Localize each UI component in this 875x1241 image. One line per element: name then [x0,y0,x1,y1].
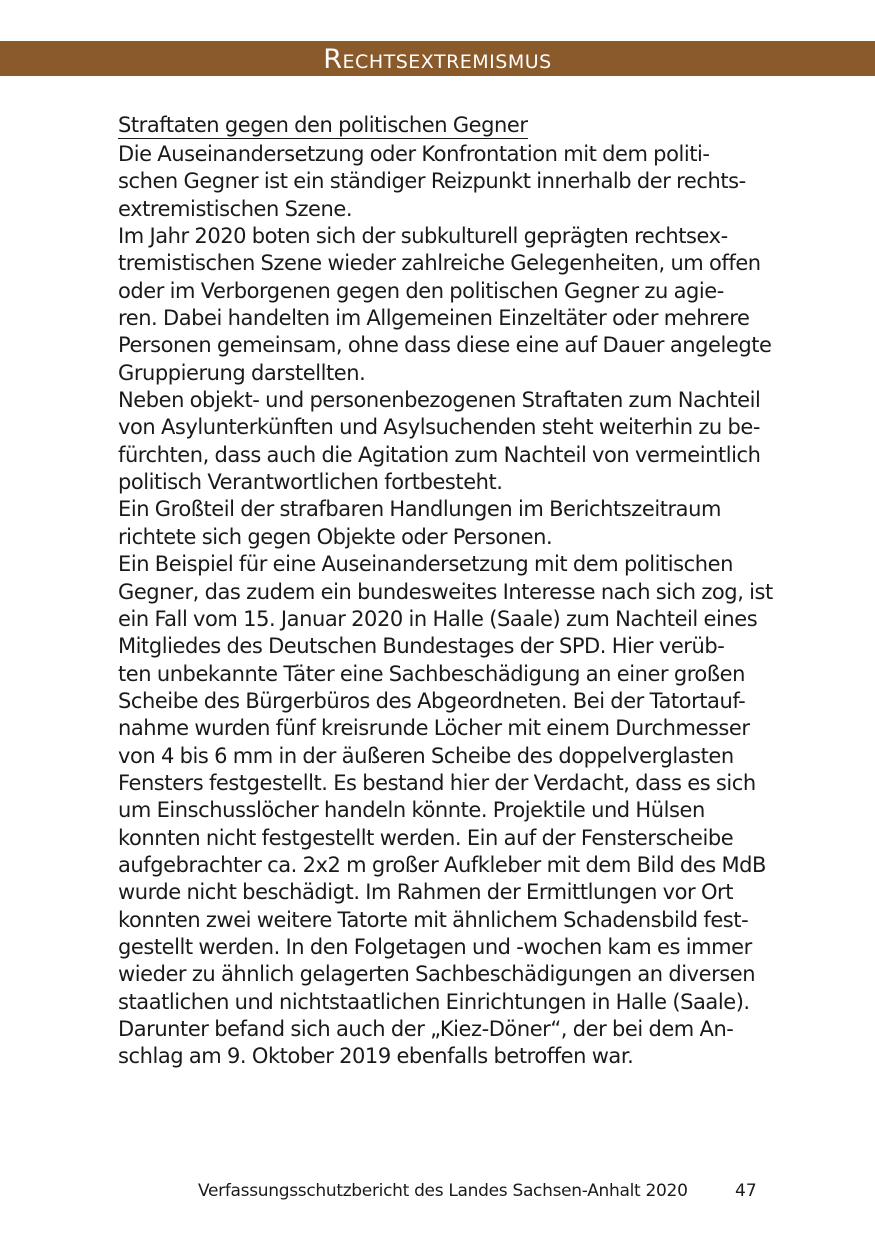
text-line: Scheibe des Bürgerbüros des Abgeordneten. Bei der Tatortauf- [118,688,746,713]
text-line: Gruppierung darstellten. [118,360,366,385]
paragraph [118,223,772,387]
text-line: ren. Dabei handelten im Allgemeinen Einzeltäter oder mehrere [118,306,750,331]
paragraph [118,387,768,496]
subsection-heading: Straftaten gegen den politischen Gegner [118,113,528,137]
text-line: konnten zwei weitere Tatorte mit ähnlichem Schadensbild fest- [118,907,749,932]
footer-publication-title: Verfassungsschutzbericht des Landes Sachsen-Anhalt 2020 [198,1181,688,1201]
text-line: politisch Verantwortlichen fortbesteht. [118,470,503,495]
paragraph [118,496,768,551]
section-header-bar [0,41,875,76]
text-line: tremistischen Szene wieder zahlreiche Gelegenheiten, um offen [118,251,761,276]
text-line: ten unbekannte Täter eine Sachbeschädigung an einer großen [118,661,745,686]
text-line: um Einschusslöcher handeln könnte. Projektile und Hülsen [118,798,705,823]
text-line: konnten nicht festgestellt werden. Ein auf der Fensterscheibe [118,825,734,850]
text-line: nahme wurden fünf kreisrunde Löcher mit einem Durchmesser [118,716,750,741]
text-line: richtete sich gegen Objekte oder Personen. [118,524,553,549]
text-line: Personen gemeinsam, ohne dass diese eine auf Dauer angelegte [118,333,772,358]
text-line: extremistischen Szene. [118,196,353,221]
text-line: schlag am 9. Oktober 2019 ebenfalls betroffen war. [118,1044,634,1069]
text-line: oder im Verborgenen gegen den politischen Gegner zu agie- [118,278,724,303]
section-header-title: Rechtsextremismus [323,44,552,75]
text-line: staatlichen und nichtstaatlichen Einrichtungen in Halle (Saale). [118,989,750,1014]
page-number: 47 [735,1181,757,1201]
text-line: Ein Großteil der strafbaren Handlungen im Berichtszeitraum [118,497,721,522]
text-line: Fensters festgestellt. Es bestand hier der Verdacht, dass es sich [118,770,756,795]
text-line: fürchten, dass auch die Agitation zum Nachteil von vermeintlich [118,442,761,467]
paragraph [118,551,773,1071]
text-line: Ein Beispiel für eine Auseinandersetzung mit dem politischen [118,552,733,577]
paragraph-list [118,141,773,1071]
main-content [118,112,773,1071]
text-line: Gegner, das zudem ein bundesweites Interesse nach sich zog, ist [118,579,773,604]
text-line: gestellt werden. In den Folgetagen und -wochen kam es immer [118,934,752,959]
text-line: wurde nicht beschädigt. Im Rahmen der Ermittlungen vor Ort [118,880,733,905]
text-line: Darunter befand sich auch der „Kiez-Döner“, der bei dem An- [118,1017,734,1041]
text-line: Neben objekt- und personenbezogenen Straftaten zum Nachteil [118,388,761,413]
paragraph [118,141,768,223]
text-line: schen Gegner ist ein ständiger Reizpunkt innerhalb der rechts- [118,169,746,194]
text-line: aufgebrachter ca. 2x2 m großer Aufkleber mit dem Bild des MdB [118,852,766,877]
text-line: Mitgliedes des Deutschen Bundestages der SPD. Hier verüb- [118,634,725,659]
text-line: wieder zu ähnlich gelagerten Sachbeschädigungen an diversen [118,962,756,987]
text-line: von Asylunterkünften und Asylsuchenden steht weiterhin zu be- [118,415,760,440]
text-line: ein Fall vom 15. Januar 2020 in Halle (Saale) zum Nachteil eines [118,606,758,631]
text-line: Im Jahr 2020 boten sich der subkulturell geprägten rechtsex- [118,224,728,249]
text-line: Die Auseinandersetzung oder Konfrontation mit dem politi- [118,142,710,166]
text-line: von 4 bis 6 mm in der äußeren Scheibe des doppelverglasten [118,743,734,768]
